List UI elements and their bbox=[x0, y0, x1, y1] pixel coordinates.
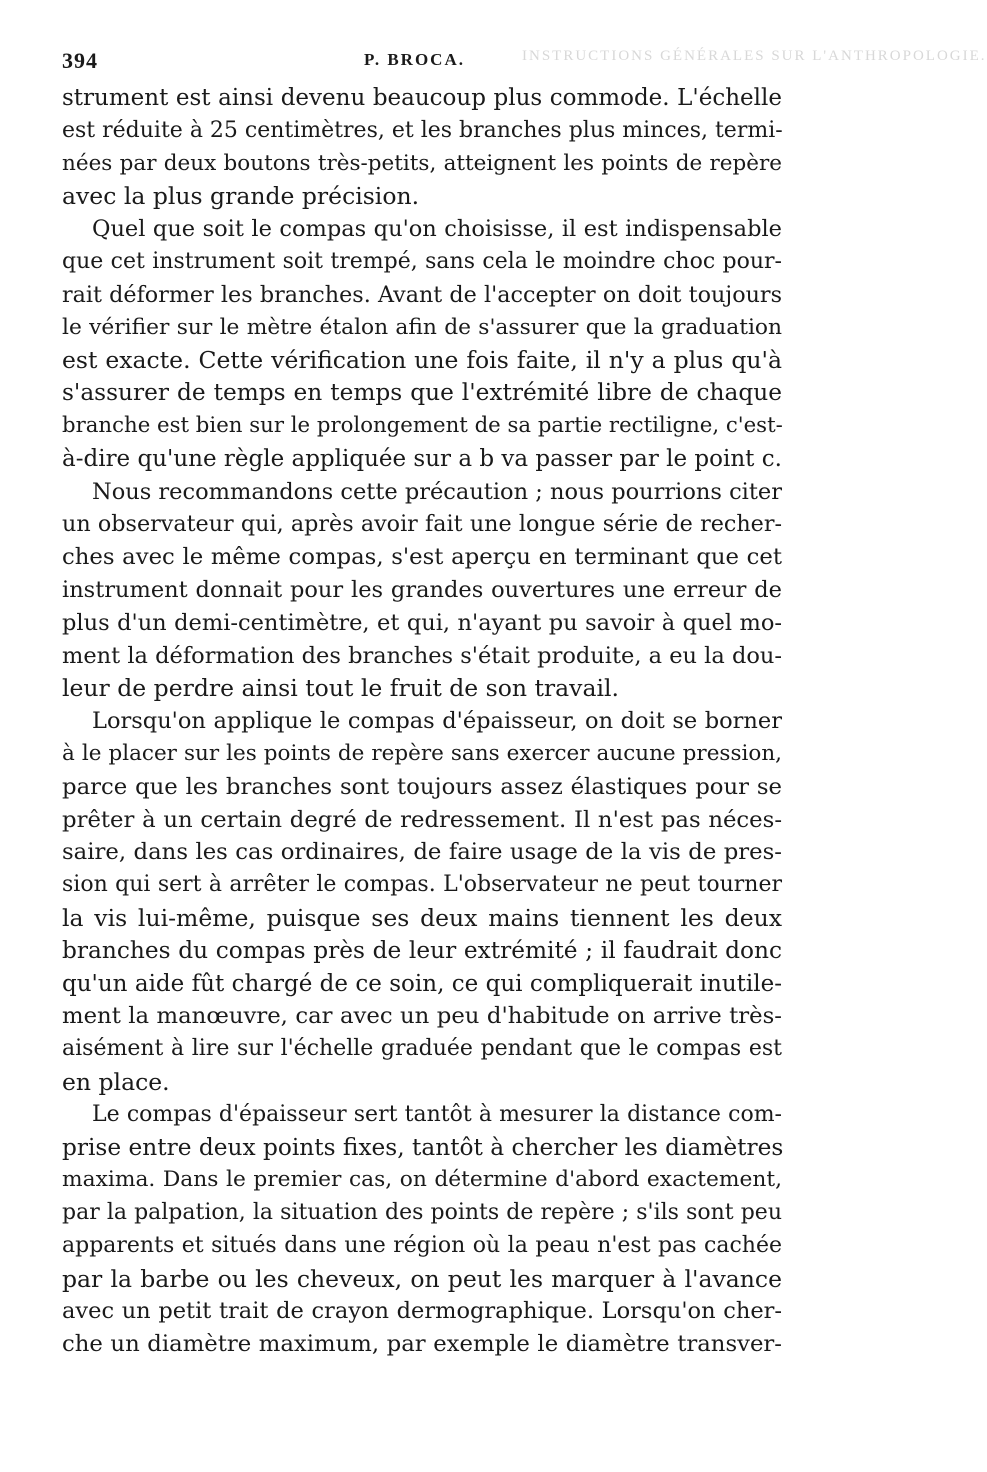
text-line: branche est bien sur le prolongement de sa partie rectiligne, c'est- bbox=[62, 412, 783, 438]
text-line: qu'un aide fût chargé de ce soin, ce qui compliquerait inutile- bbox=[62, 970, 782, 997]
page-number: 394 bbox=[62, 48, 98, 73]
text-line: leur de perdre ainsi tout le fruit de son travail. bbox=[62, 674, 619, 703]
text-line: plus d'un demi-centimètre, et qui, n'ayant pu savoir à quel mo- bbox=[62, 609, 782, 636]
text-line: par la barbe ou les cheveux, on peut les marquer à l'avance bbox=[62, 1264, 782, 1293]
text-line: à le placer sur les points de repère sans exercer aucune pression, bbox=[62, 740, 782, 766]
text-line: que cet instrument soit trempé, sans cela le moindre choc pour- bbox=[62, 248, 782, 274]
text-line: Lorsqu'on applique le compas d'épaisseur, on doit se borner bbox=[92, 708, 782, 735]
text-line: ment la manœuvre, car avec un peu d'habitude on arrive très- bbox=[62, 1003, 782, 1030]
text-line: s'assurer de temps en temps que l'extrémité libre de chaque bbox=[62, 379, 782, 407]
text-line: est exacte. Cette vérification une fois faite, il n'y a plus qu'à bbox=[62, 346, 782, 375]
text-line: aisément à lire sur l'échelle graduée pendant que le compas est bbox=[62, 1036, 782, 1062]
text-line: sion qui sert à arrêter le compas. L'observateur ne peut tourner bbox=[62, 872, 782, 898]
text-line: Quel que soit le compas qu'on choisisse, il est indispensable bbox=[92, 216, 782, 243]
text-line: prêter à un certain degré de redressement. Il n'est pas néces- bbox=[62, 806, 782, 833]
text-line: Le compas d'épaisseur sert tantôt à mesurer la distance com- bbox=[92, 1101, 782, 1127]
text-line: par la palpation, la situation des points de repère ; s'ils sont peu bbox=[62, 1200, 782, 1226]
text-line: avec un petit trait de crayon dermographique. Lorsqu'on cher- bbox=[62, 1298, 782, 1325]
text-line: saire, dans les cas ordinaires, de faire usage de la vis de pres- bbox=[62, 839, 782, 866]
text-line: instrument donnait pour les grandes ouvertures une erreur de bbox=[62, 576, 782, 603]
text-line: strument est ainsi devenu beaucoup plus commode. L'échelle bbox=[62, 85, 782, 111]
running-head bbox=[62, 48, 987, 78]
text-line: la vis lui-même, puisque ses deux mains tiennent les deux bbox=[62, 903, 782, 932]
text-line: est réduite à 25 centimètres, et les branches plus minces, termi- bbox=[62, 117, 783, 143]
text-line: à-dire qu'une règle appliquée sur a b va passer par le point c. bbox=[62, 445, 782, 472]
text-line: avec la plus grande précision. bbox=[62, 182, 420, 211]
text-line: ment la déformation des branches s'était produite, a eu la dou- bbox=[62, 642, 782, 669]
text-line: rait déformer les branches. Avant de l'accepter on doit toujours bbox=[62, 281, 782, 308]
text-line: che un diamètre maximum, par exemple le diamètre transver- bbox=[62, 1331, 782, 1358]
text-line: maxima. Dans le premier cas, on détermine d'abord exactement, bbox=[62, 1167, 782, 1193]
text-line: en place. bbox=[62, 1067, 170, 1096]
text-line: nées par deux boutons très-petits, atteignent les points de repère bbox=[62, 150, 782, 176]
bleed-through-text: INSTRUCTIONS GÉNÉRALES SUR L'ANTHROPOLOGIE. bbox=[522, 48, 987, 64]
running-head-author: P. BROCA. bbox=[364, 50, 465, 69]
text-line: branches du compas près de leur extrémité ; il faudrait donc bbox=[62, 936, 782, 964]
text-line: parce que les branches sont toujours assez élastiques pour se bbox=[62, 773, 782, 800]
text-line: le vérifier sur le mètre étalon afin de s'assurer que la graduation bbox=[62, 314, 782, 340]
text-line: prise entre deux points fixes, tantôt à chercher les diamètres bbox=[62, 1133, 784, 1161]
text-line: apparents et situés dans une région où la peau n'est pas cachée bbox=[62, 1232, 782, 1258]
text-line: un observateur qui, après avoir fait une longue série de recher- bbox=[62, 511, 782, 538]
text-line: Nous recommandons cette précaution ; nous pourrions citer bbox=[92, 478, 782, 505]
text-line: ches avec le même compas, s'est aperçu en terminant que cet bbox=[62, 544, 782, 571]
body-text bbox=[62, 82, 782, 1361]
